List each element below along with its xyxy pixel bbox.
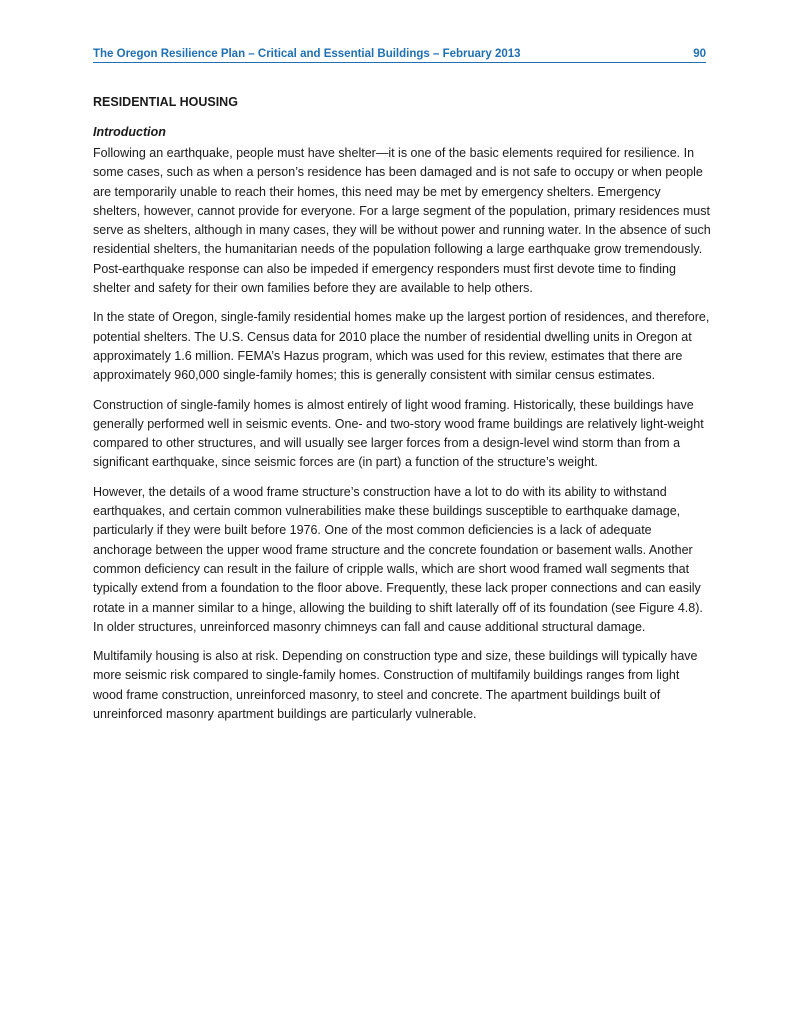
paragraph-1: Following an earthquake, people must have shelter—it is one of the basic elements required for resilience. In some cases, such as when a person’s residence has been damaged and is not safe to occupy or when people are temporarily unable to reach their homes, this need may be met by emergency shelters. Emergency shelters, however, cannot provide for everyone. For a large segment of the population, primary residences must serve as shelters, although in many cases, they will be without power and running water. In the absence of such residential shelters, the humanitarian needs of the population following a large earthquake grow tremendously. Post-earthquake response can also be impeded if emergency responders must first devote time to finding shelter and safety for their own families before they are available to help others.	[93, 146, 711, 296]
running-header	[93, 47, 706, 63]
paragraph-3: Construction of single-family homes is almost entirely of light wood framing. Historically, these buildings have generally performed well in seismic events. One- and two-story wood frame buildings are relatively light-weight compared to other structures, and will usually see larger forces from a design-level wind storm than from a significant earthquake, since seismic forces are (in part) a function of the structure’s weight.	[93, 397, 704, 470]
section-title: RESIDENTIAL HOUSING	[93, 95, 238, 109]
paragraph-2: In the state of Oregon, single-family residential homes make up the largest portion of residences, and therefore, potential shelters. The U.S. Census data for 2010 place the number of residential dwelling units in Oregon at approximately 1.6 million. FEMA’s Hazus program, which was used for this review, estimates that there are approximately 960,000 single-family homes; this is generally consistent with similar census estimates.	[93, 310, 710, 383]
subheading-introduction: Introduction	[93, 125, 166, 139]
paragraph-5: Multifamily housing is also at risk. Depending on construction type and size, these buildings will typically have more seismic risk compared to single-family homes. Construction of multifamily buildings ranges from light wood frame construction, unreinforced masonry, to steel and concrete. The apartment buildings built of unreinforced masonry apartment buildings are particularly vulnerable.	[93, 649, 698, 722]
header-title: The Oregon Resilience Plan – Critical and Essential Buildings – February 2013	[93, 48, 521, 60]
page-number: 90	[693, 48, 706, 60]
paragraph-4: However, the details of a wood frame structure’s construction have a lot to do with its ability to withstand earthquakes, and certain common vulnerabilities make these buildings susceptible to earthquake damage, particularly if they were built before 1976. One of the most common deficiencies is a lack of adequate anchorage between the upper wood frame structure and the concrete foundation or basement walls. Another common deficiency can result in the failure of cripple walls, which are short wood framed wall segments that typically extend from a foundation to the floor above. Frequently, these lack proper connections and can easily rotate in a manner similar to a hinge, allowing the building to shift laterally off of its foundation (see Figure 4.8). In older structures, unreinforced masonry chimneys can fall and cause additional structural damage.	[93, 484, 703, 634]
page-content	[93, 93, 711, 734]
